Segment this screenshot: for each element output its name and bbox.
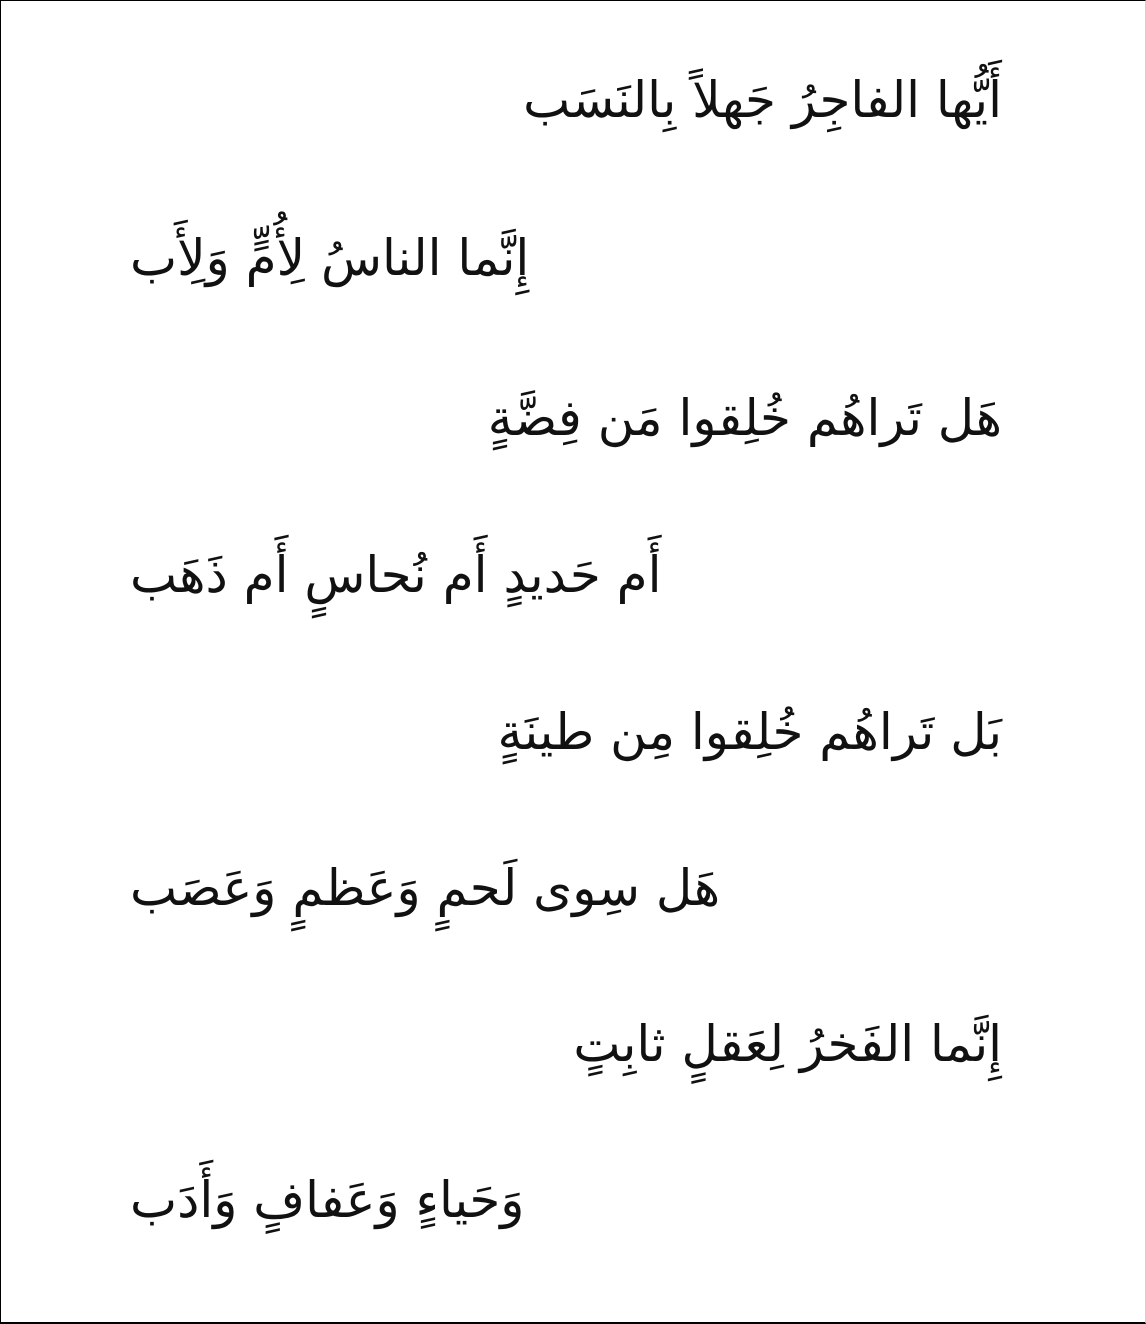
verse-7: إِنَّما الفَخرُ لِعَقلٍ ثابِتٍ <box>573 1015 1002 1073</box>
verse-8: وَحَياءٍ وَعَفافٍ وَأَدَب <box>130 1171 525 1229</box>
verse-2: إِنَّما الناسُ لِأُمٍّ وَلِأَب <box>130 229 530 287</box>
verse-4: أَم حَديدٍ أَم نُحاسٍ أَم ذَهَب <box>130 546 662 604</box>
verse-6: هَل سِوى لَحمٍ وَعَظمٍ وَعَصَب <box>130 859 721 917</box>
verse-1: أَيُّها الفاجِرُ جَهلاً بِالنَسَب <box>523 71 1002 129</box>
verse-5: بَل تَراهُم خُلِقوا مِن طينَةٍ <box>497 703 1002 761</box>
verse-3: هَل تَراهُم خُلِقوا مَن فِضَّةٍ <box>487 389 1002 447</box>
